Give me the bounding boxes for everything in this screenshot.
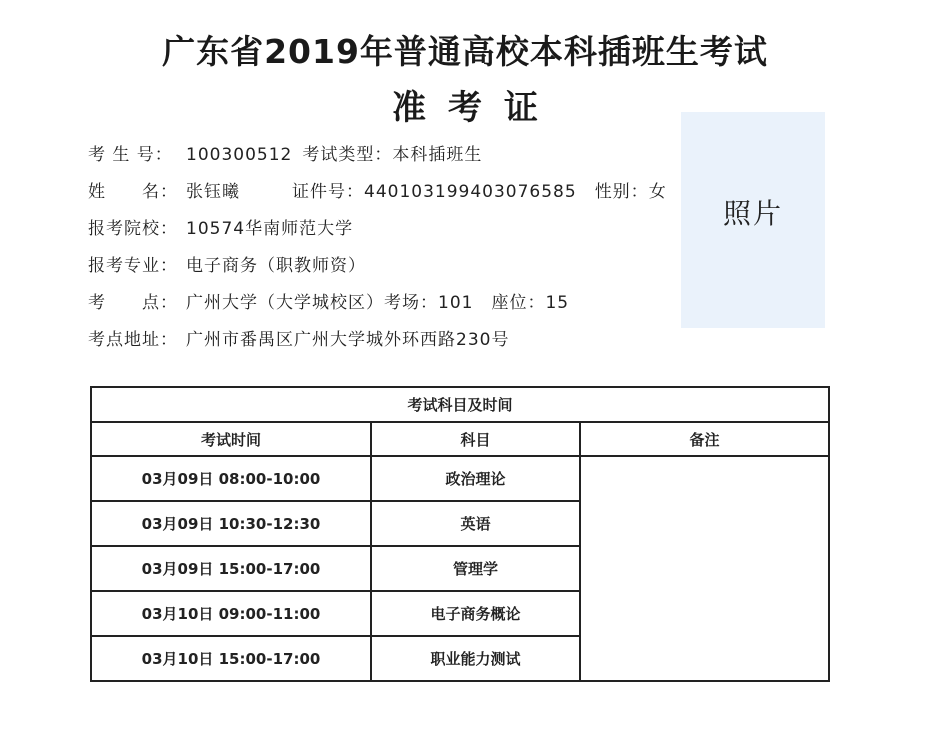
- exam-type-value: 本科插班生: [392, 145, 483, 165]
- info-row-exam-no: [88, 142, 678, 179]
- seat-label: 座位：: [491, 293, 546, 313]
- exam-subject-cell: 英语: [371, 501, 580, 546]
- column-header-remarks: 备注: [580, 422, 829, 456]
- info-row-address: [88, 327, 678, 364]
- column-header-subject: 科目: [371, 422, 580, 456]
- candidate-info: [88, 142, 678, 364]
- room-label: 考场：: [384, 293, 438, 313]
- id-value: 440103199403076585: [364, 182, 577, 202]
- info-row-major: [88, 253, 678, 290]
- table-caption-row: [91, 387, 829, 422]
- school-label: 报考院校：: [88, 219, 178, 239]
- site-label: 考 点：: [88, 293, 178, 313]
- room-value: 101: [438, 293, 474, 313]
- address-value: 广州市番禺区广州大学城外环西路230号: [186, 330, 510, 350]
- info-row-name: [88, 179, 678, 216]
- exam-subject-cell: 管理学: [371, 546, 580, 591]
- exam-subject-cell: 职业能力测试: [371, 636, 580, 681]
- table-header-row: [91, 422, 829, 456]
- info-row-school: [88, 216, 678, 253]
- exam-time-cell: 03月10日 15:00-17:00: [91, 636, 371, 681]
- admission-ticket-title: 广东省2019年普通高校本科插班生考试: [162, 32, 768, 71]
- exam-time-cell: 03月09日 15:00-17:00: [91, 546, 371, 591]
- exam-subject-cell: 政治理论: [371, 456, 580, 501]
- gender-label: 性别：: [594, 182, 649, 202]
- major-value: 电子商务（职教师资）: [186, 256, 366, 276]
- id-label: 证件号：: [292, 182, 364, 202]
- admission-ticket-subtitle: 准考证: [392, 88, 560, 128]
- column-header-time: 考试时间: [91, 422, 371, 456]
- seat-value: 15: [545, 293, 570, 313]
- photo-placeholder: [681, 112, 825, 328]
- exam-time-cell: 03月09日 10:30-12:30: [91, 501, 371, 546]
- table-row: [91, 456, 829, 501]
- exam-time-cell: 03月09日 08:00-10:00: [91, 456, 371, 501]
- name-value: 张钰曦: [186, 182, 240, 202]
- exam-no-label: 考 生 号：: [88, 145, 173, 165]
- info-row-site: [88, 290, 678, 327]
- gender-value: 女: [648, 182, 667, 202]
- exam-schedule-table: [90, 386, 830, 682]
- exam-subject-cell: 电子商务概论: [371, 591, 580, 636]
- name-label: 姓 名：: [88, 182, 178, 202]
- table-caption: 考试科目及时间: [91, 387, 829, 422]
- major-label: 报考专业：: [88, 256, 178, 276]
- remarks-cell: [580, 456, 829, 681]
- exam-type-label: 考试类型：: [302, 145, 393, 165]
- exam-time-cell: 03月10日 09:00-11:00: [91, 591, 371, 636]
- site-value: 广州大学（大学城校区）: [186, 293, 384, 313]
- exam-no-value: 100300512: [186, 145, 293, 165]
- school-value: 10574华南师范大学: [186, 219, 354, 239]
- address-label: 考点地址：: [88, 330, 178, 350]
- photo-label: 照片: [722, 197, 783, 230]
